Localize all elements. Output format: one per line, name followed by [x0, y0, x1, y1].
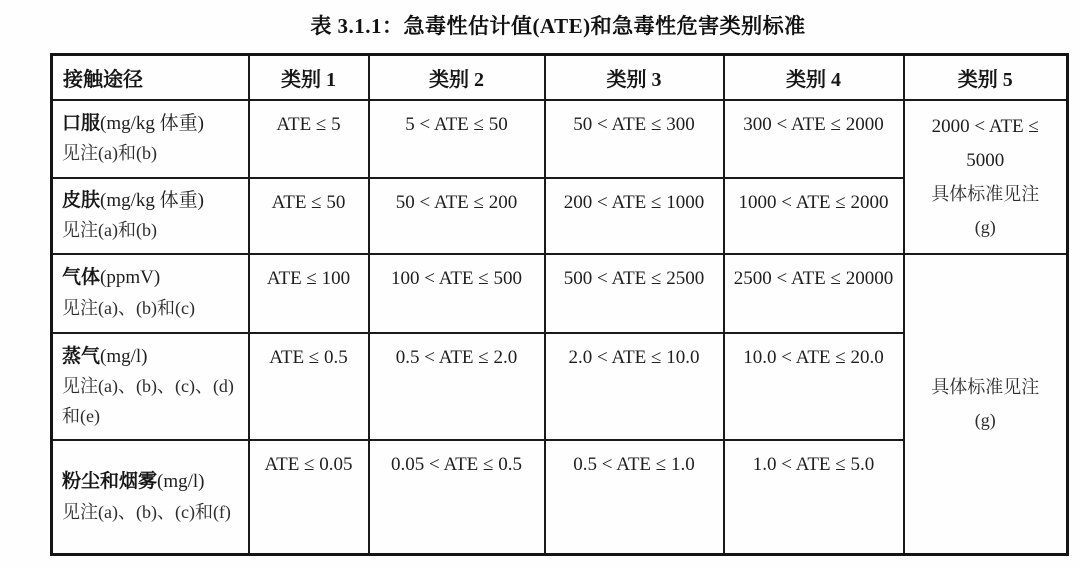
- cell-vapour-cat1: ATE ≤ 0.5: [249, 333, 369, 440]
- cell-gas-cat3: 500 < ATE ≤ 2500: [545, 254, 724, 333]
- header-row: [52, 55, 1068, 100]
- route-note: 见注(a)和(b): [62, 220, 157, 241]
- route-unit: (mg/l): [157, 471, 205, 493]
- cell-gas-cat2: 100 < ATE ≤ 500: [369, 254, 545, 333]
- cell-inhalation-cat5: [904, 254, 1068, 555]
- cell-dust-mist-cat1: ATE ≤ 0.05: [249, 440, 369, 555]
- route-line: [62, 466, 242, 497]
- route-line: [62, 108, 242, 139]
- table-row-oral: [52, 100, 1068, 178]
- cell-dermal-cat3: 200 < ATE ≤ 1000: [545, 178, 724, 254]
- header-cell-category-2: 类别 2: [369, 55, 545, 100]
- cat5-note: 具体标准见注(g): [931, 184, 1040, 237]
- cell-dust-mist-cat2: 0.05 < ATE ≤ 0.5: [369, 440, 545, 555]
- cell-gas-cat1: ATE ≤ 100: [249, 254, 369, 333]
- table-row-gas: [52, 254, 1068, 333]
- route-cell-dust-mist: [52, 440, 249, 555]
- header-cell-category-4: 类别 4: [724, 55, 904, 100]
- cell-dermal-cat1: ATE ≤ 50: [249, 178, 369, 254]
- route-note: 见注(a)、(b)、(c)和(f): [62, 501, 231, 522]
- cell-dermal-cat4: 1000 < ATE ≤ 2000: [724, 178, 904, 254]
- route-line: [62, 262, 242, 293]
- route-name: 气体: [62, 267, 101, 289]
- header-cell-category-3: 类别 3: [545, 55, 724, 100]
- toxicity-table: [50, 53, 1069, 556]
- route-unit: (mg/l): [100, 345, 148, 367]
- table-title: 表 3.1.1：急毒性估计值(ATE)和急毒性危害类别标准: [310, 14, 806, 38]
- cell-dust-mist-cat3: 0.5 < ATE ≤ 1.0: [545, 440, 724, 555]
- route-line: [62, 185, 242, 216]
- cell-oral-cat3: 50 < ATE ≤ 300: [545, 100, 724, 178]
- route-cell-gas: [52, 254, 249, 333]
- route-name: 蒸气: [62, 345, 101, 367]
- route-unit: (mg/kg 体重): [100, 189, 204, 211]
- route-name: 皮肤: [62, 189, 101, 211]
- route-name: 口服: [62, 112, 101, 134]
- header-cell-category-1: 类别 1: [249, 55, 369, 100]
- cell-dust-mist-cat4: 1.0 < ATE ≤ 5.0: [724, 440, 904, 555]
- route-note: 见注(a)、(b)和(c): [62, 297, 195, 318]
- cell-oral-cat2: 5 < ATE ≤ 50: [369, 100, 545, 178]
- header-cell-route: 接触途径: [52, 55, 249, 100]
- cat5-range: 2000 < ATE ≤ 5000: [931, 115, 1039, 172]
- cell-vapour-cat2: 0.5 < ATE ≤ 2.0: [369, 333, 545, 440]
- route-cell-oral: [52, 100, 249, 178]
- cat5-note: 具体标准见注(g): [931, 377, 1040, 430]
- cell-oral-cat1: ATE ≤ 5: [249, 100, 369, 178]
- route-cell-vapour: [52, 333, 249, 440]
- header-cell-category-5: 类别 5: [904, 55, 1068, 100]
- cell-gas-cat4: 2500 < ATE ≤ 20000: [724, 254, 904, 333]
- cell-oral-cat4: 300 < ATE ≤ 2000: [724, 100, 904, 178]
- cell-vapour-cat4: 10.0 < ATE ≤ 20.0: [724, 333, 904, 440]
- route-note: 见注(a)和(b): [62, 143, 157, 164]
- route-line: [62, 341, 242, 372]
- cell-dermal-cat2: 50 < ATE ≤ 200: [369, 178, 545, 254]
- route-note: 见注(a)、(b)、(c)、(d)和(e): [62, 375, 234, 426]
- cell-oral-dermal-cat5: [904, 100, 1068, 254]
- route-unit: (mg/kg 体重): [100, 112, 204, 134]
- cell-vapour-cat3: 2.0 < ATE ≤ 10.0: [545, 333, 724, 440]
- route-name: 粉尘和烟雾: [62, 471, 158, 493]
- route-cell-dermal: [52, 178, 249, 254]
- route-unit: (ppmV): [100, 267, 161, 289]
